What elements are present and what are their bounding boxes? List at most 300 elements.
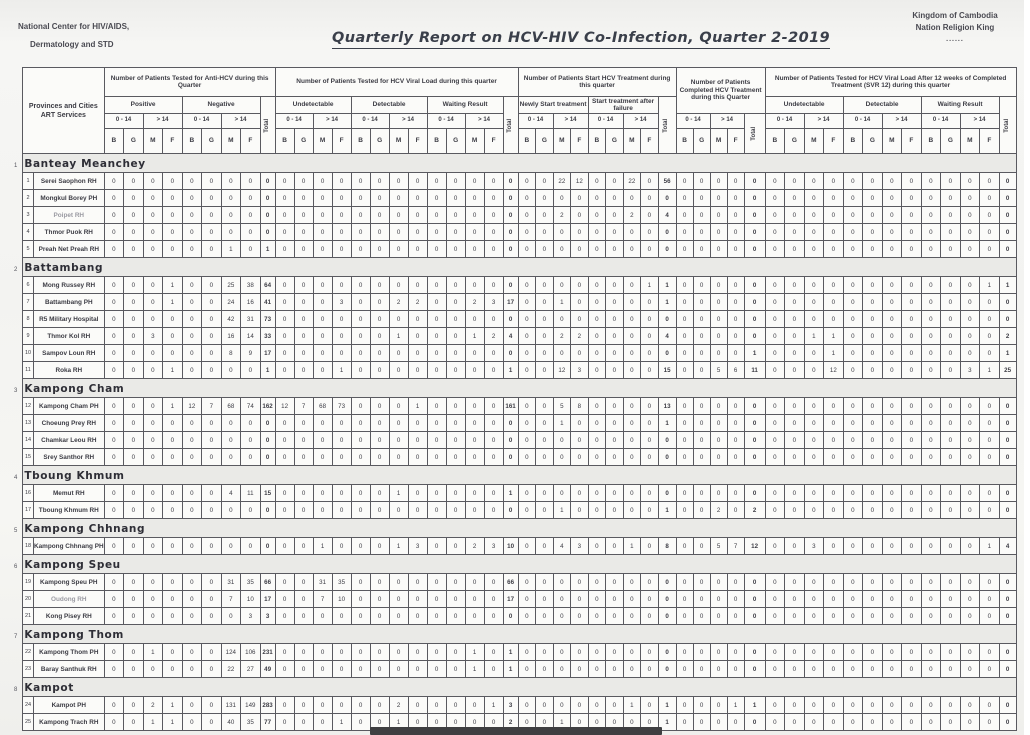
data-cell: 0: [606, 574, 624, 591]
data-cell: 0: [921, 415, 941, 432]
data-cell: 2: [143, 697, 163, 714]
data-cell: 0: [446, 294, 465, 311]
data-cell: 0: [465, 432, 484, 449]
sex-header: B: [518, 129, 536, 154]
data-cell: 0: [693, 591, 710, 608]
data-cell: 0: [606, 173, 624, 190]
data-cell: 0: [294, 591, 313, 608]
data-cell: 0: [553, 697, 571, 714]
data-cell: 0: [960, 432, 980, 449]
data-cell: 0: [804, 432, 824, 449]
age-band-header: 0 - 14: [275, 114, 313, 129]
total-cell: 1: [503, 644, 518, 661]
age-band-header: > 14: [804, 114, 843, 129]
subgroup-header: Detectable: [351, 97, 427, 114]
data-cell: 0: [843, 328, 863, 345]
sex-header: F: [408, 129, 427, 154]
data-cell: 0: [882, 224, 902, 241]
data-cell: 0: [676, 644, 693, 661]
data-cell: 3: [484, 294, 503, 311]
data-cell: 0: [104, 294, 124, 311]
row-number: 17: [23, 502, 34, 519]
data-cell: 0: [727, 608, 744, 625]
data-cell: 0: [202, 714, 222, 731]
data-cell: 0: [571, 345, 589, 362]
sex-header: M: [389, 129, 408, 154]
data-cell: 0: [902, 644, 922, 661]
data-cell: 0: [588, 294, 606, 311]
facility-data-row: [23, 432, 1017, 449]
data-cell: 0: [804, 661, 824, 678]
data-cell: 0: [351, 574, 370, 591]
data-cell: 0: [727, 190, 744, 207]
data-cell: 0: [332, 328, 351, 345]
data-cell: 0: [427, 345, 446, 362]
section-row: [23, 519, 1017, 538]
data-cell: 0: [727, 591, 744, 608]
data-cell: 0: [143, 502, 163, 519]
data-cell: 0: [163, 224, 183, 241]
data-cell: 0: [465, 277, 484, 294]
data-cell: 0: [408, 415, 427, 432]
total-cell: 162: [260, 398, 275, 415]
section-number: 4: [14, 475, 18, 481]
data-cell: 0: [104, 362, 124, 379]
data-cell: 0: [275, 294, 294, 311]
data-cell: 0: [553, 591, 571, 608]
data-cell: 0: [484, 398, 503, 415]
data-cell: 0: [676, 538, 693, 555]
data-cell: 0: [518, 345, 536, 362]
data-cell: 0: [536, 311, 554, 328]
data-cell: 0: [446, 398, 465, 415]
data-cell: 0: [484, 173, 503, 190]
subgroup-header: Negative: [182, 97, 260, 114]
data-cell: 0: [765, 714, 785, 731]
total-cell: 0: [999, 241, 1016, 258]
data-cell: 0: [536, 294, 554, 311]
data-cell: 0: [202, 277, 222, 294]
data-cell: 0: [843, 697, 863, 714]
data-cell: 0: [588, 697, 606, 714]
data-cell: 2: [623, 207, 641, 224]
data-cell: 0: [571, 449, 589, 466]
data-cell: 1: [824, 328, 844, 345]
total-cell: 0: [503, 190, 518, 207]
data-cell: 0: [921, 345, 941, 362]
data-cell: 0: [313, 328, 332, 345]
data-cell: 0: [389, 432, 408, 449]
age-band-header: > 14: [882, 114, 921, 129]
data-cell: 0: [941, 485, 961, 502]
data-cell: 0: [143, 277, 163, 294]
data-cell: 0: [623, 661, 641, 678]
data-cell: 0: [980, 697, 1000, 714]
total-cell: 0: [260, 173, 275, 190]
data-cell: 0: [843, 415, 863, 432]
total-cell: 25: [999, 362, 1016, 379]
data-cell: 1: [465, 328, 484, 345]
data-cell: 0: [294, 311, 313, 328]
group-title: Number of Patients Tested for HCV Viral Load After 12 weeks of Completed Treatment (SVR 12) during this quarter: [765, 68, 1016, 97]
sex-header: B: [921, 129, 941, 154]
total-cell: 0: [999, 644, 1016, 661]
section-cell: [14, 258, 1017, 277]
data-cell: 0: [446, 207, 465, 224]
total-cell: 0: [503, 277, 518, 294]
data-cell: 0: [921, 432, 941, 449]
data-cell: 0: [294, 173, 313, 190]
total-cell: 2: [999, 328, 1016, 345]
data-cell: 24: [221, 294, 241, 311]
data-cell: 0: [941, 207, 961, 224]
data-cell: 0: [408, 345, 427, 362]
section-cell: [14, 625, 1017, 644]
data-cell: 0: [710, 277, 727, 294]
data-cell: 0: [902, 345, 922, 362]
data-cell: 0: [124, 398, 144, 415]
data-cell: 35: [241, 714, 261, 731]
data-cell: 1: [465, 644, 484, 661]
data-cell: 0: [921, 485, 941, 502]
data-cell: 0: [104, 697, 124, 714]
data-cell: 0: [921, 311, 941, 328]
data-cell: 0: [765, 294, 785, 311]
data-cell: 0: [571, 224, 589, 241]
data-cell: 0: [202, 449, 222, 466]
data-cell: 0: [275, 574, 294, 591]
data-cell: 0: [710, 591, 727, 608]
age-band-header: > 14: [553, 114, 588, 129]
data-cell: 1: [163, 714, 183, 731]
section-row: [23, 258, 1017, 277]
total-cell: 0: [658, 190, 676, 207]
data-cell: 6: [727, 362, 744, 379]
data-cell: 0: [785, 328, 805, 345]
sex-header: M: [960, 129, 980, 154]
header-row-subgroups: [23, 97, 1017, 114]
sex-header: G: [693, 129, 710, 154]
data-cell: 0: [623, 714, 641, 731]
data-cell: 0: [785, 224, 805, 241]
data-cell: 1: [980, 277, 1000, 294]
data-cell: 0: [623, 190, 641, 207]
data-cell: 0: [351, 661, 370, 678]
data-cell: 0: [710, 608, 727, 625]
sex-header: F: [163, 129, 183, 154]
data-cell: 0: [202, 207, 222, 224]
data-cell: 0: [182, 661, 202, 678]
data-cell: 0: [843, 608, 863, 625]
data-cell: 0: [606, 449, 624, 466]
data-cell: 5: [553, 398, 571, 415]
data-cell: 0: [843, 574, 863, 591]
data-cell: 0: [446, 241, 465, 258]
data-cell: 0: [104, 714, 124, 731]
row-number: 25: [23, 714, 34, 731]
data-cell: 0: [446, 328, 465, 345]
data-cell: 1: [163, 398, 183, 415]
data-cell: 0: [710, 432, 727, 449]
data-cell: 0: [727, 502, 744, 519]
data-cell: 0: [785, 311, 805, 328]
data-cell: 0: [465, 574, 484, 591]
data-cell: 0: [693, 449, 710, 466]
data-cell: 0: [785, 241, 805, 258]
group-title: Number of Patients Tested for HCV Viral Load during this quarter: [275, 68, 518, 97]
section-row: [23, 154, 1017, 173]
data-cell: 0: [241, 415, 261, 432]
data-cell: 0: [104, 538, 124, 555]
data-cell: 0: [182, 644, 202, 661]
data-cell: 0: [465, 207, 484, 224]
data-cell: 0: [202, 345, 222, 362]
data-cell: 0: [804, 311, 824, 328]
data-cell: 0: [676, 224, 693, 241]
total-cell: 1: [260, 362, 275, 379]
data-cell: 1: [389, 538, 408, 555]
data-cell: 0: [446, 502, 465, 519]
data-cell: 0: [980, 714, 1000, 731]
data-cell: 27: [241, 661, 261, 678]
data-cell: 0: [623, 345, 641, 362]
data-cell: 0: [765, 591, 785, 608]
row-number: 18: [23, 538, 34, 555]
data-cell: 0: [882, 362, 902, 379]
total-cell: 41: [260, 294, 275, 311]
row-number: 1: [23, 173, 34, 190]
data-cell: 0: [571, 644, 589, 661]
data-cell: 0: [294, 538, 313, 555]
data-cell: 0: [641, 449, 659, 466]
data-cell: 0: [124, 190, 144, 207]
data-cell: 0: [843, 362, 863, 379]
age-band-header: > 14: [623, 114, 658, 129]
data-cell: 0: [484, 277, 503, 294]
sex-header: M: [143, 129, 163, 154]
data-cell: 0: [843, 311, 863, 328]
data-cell: 5: [710, 362, 727, 379]
data-cell: 0: [294, 485, 313, 502]
data-cell: 0: [553, 311, 571, 328]
total-cell: 0: [658, 608, 676, 625]
data-cell: 0: [332, 608, 351, 625]
data-cell: 0: [882, 311, 902, 328]
total-cell: 17: [503, 591, 518, 608]
total-cell: 1: [658, 415, 676, 432]
data-cell: 149: [241, 697, 261, 714]
total-column-header: [744, 114, 765, 154]
data-cell: 0: [588, 224, 606, 241]
total-cell: 0: [999, 207, 1016, 224]
data-cell: 0: [332, 241, 351, 258]
data-cell: 0: [960, 277, 980, 294]
data-cell: 0: [980, 432, 1000, 449]
data-cell: 0: [588, 173, 606, 190]
data-cell: 0: [408, 241, 427, 258]
data-cell: 0: [765, 538, 785, 555]
data-cell: 0: [553, 190, 571, 207]
data-cell: 0: [960, 173, 980, 190]
data-cell: 0: [202, 173, 222, 190]
data-cell: 0: [902, 661, 922, 678]
data-cell: 0: [623, 608, 641, 625]
data-cell: 0: [427, 294, 446, 311]
section-cell: [14, 678, 1017, 697]
data-cell: 0: [313, 661, 332, 678]
data-cell: 0: [182, 697, 202, 714]
subgroup-header: Waiting Result: [427, 97, 503, 114]
coinfection-report-table: [14, 67, 1017, 731]
data-cell: 0: [275, 224, 294, 241]
data-cell: 0: [389, 644, 408, 661]
data-cell: 0: [536, 432, 554, 449]
data-cell: 0: [124, 311, 144, 328]
data-cell: 0: [182, 277, 202, 294]
data-cell: 0: [606, 415, 624, 432]
data-cell: 0: [588, 485, 606, 502]
data-cell: 0: [518, 173, 536, 190]
data-cell: 0: [765, 449, 785, 466]
data-cell: 3: [241, 608, 261, 625]
data-cell: 0: [221, 432, 241, 449]
total-cell: 0: [999, 190, 1016, 207]
data-cell: 0: [536, 697, 554, 714]
data-cell: 0: [553, 224, 571, 241]
total-cell: 0: [503, 345, 518, 362]
data-cell: 0: [124, 697, 144, 714]
sex-header: B: [843, 129, 863, 154]
data-cell: 0: [294, 432, 313, 449]
data-cell: 0: [824, 502, 844, 519]
total-cell: 66: [503, 574, 518, 591]
data-cell: 0: [124, 574, 144, 591]
total-cell: 0: [260, 432, 275, 449]
data-cell: 0: [202, 485, 222, 502]
data-cell: 0: [536, 485, 554, 502]
data-cell: 0: [370, 311, 389, 328]
data-cell: 0: [465, 485, 484, 502]
data-cell: 0: [824, 485, 844, 502]
total-cell: 0: [744, 224, 765, 241]
data-cell: 0: [588, 328, 606, 345]
total-cell: 0: [658, 432, 676, 449]
data-cell: 0: [518, 714, 536, 731]
total-cell: 8: [658, 538, 676, 555]
data-cell: 0: [351, 224, 370, 241]
data-cell: 0: [104, 224, 124, 241]
row-number: 15: [23, 449, 34, 466]
data-cell: 0: [921, 608, 941, 625]
data-cell: 0: [446, 697, 465, 714]
sex-header: G: [446, 129, 465, 154]
group-title: Number of Patients Tested for Anti-HCV during this Quarter: [104, 68, 275, 97]
total-cell: 0: [999, 485, 1016, 502]
data-cell: 0: [960, 294, 980, 311]
data-cell: 0: [641, 538, 659, 555]
data-cell: 0: [921, 697, 941, 714]
data-cell: 0: [804, 224, 824, 241]
data-cell: 1: [727, 697, 744, 714]
data-cell: 0: [960, 224, 980, 241]
data-cell: 0: [804, 697, 824, 714]
data-cell: 0: [221, 173, 241, 190]
section-cell: [14, 519, 1017, 538]
total-cell: 1: [744, 345, 765, 362]
data-cell: 0: [765, 574, 785, 591]
section-cell: [14, 154, 1017, 173]
data-cell: 0: [824, 574, 844, 591]
facility-data-row: [23, 398, 1017, 415]
data-cell: 0: [676, 173, 693, 190]
data-cell: 0: [571, 190, 589, 207]
data-cell: 31: [241, 311, 261, 328]
data-cell: 0: [202, 311, 222, 328]
data-cell: 0: [536, 328, 554, 345]
data-cell: 0: [941, 345, 961, 362]
data-cell: 10: [332, 591, 351, 608]
data-cell: 0: [104, 207, 124, 224]
data-cell: 0: [804, 644, 824, 661]
data-cell: 0: [408, 697, 427, 714]
data-cell: 0: [332, 224, 351, 241]
data-cell: 1: [163, 277, 183, 294]
data-cell: 0: [104, 241, 124, 258]
data-cell: 0: [623, 224, 641, 241]
data-cell: 12: [571, 173, 589, 190]
row-number: 10: [23, 345, 34, 362]
data-cell: 0: [182, 345, 202, 362]
total-cell: 0: [744, 591, 765, 608]
row-number: 21: [23, 608, 34, 625]
data-cell: 0: [676, 328, 693, 345]
header-row-sex-labels: [23, 129, 1017, 154]
data-cell: 0: [182, 190, 202, 207]
total-cell: 0: [503, 224, 518, 241]
data-cell: 0: [882, 432, 902, 449]
age-band-header: 0 - 14: [427, 114, 465, 129]
data-cell: 0: [143, 449, 163, 466]
total-cell: 0: [999, 311, 1016, 328]
data-cell: 0: [882, 502, 902, 519]
data-cell: 2: [553, 207, 571, 224]
data-cell: 0: [641, 207, 659, 224]
data-cell: 0: [676, 574, 693, 591]
age-band-header: 0 - 14: [765, 114, 804, 129]
data-cell: 0: [980, 574, 1000, 591]
data-cell: 0: [370, 207, 389, 224]
data-cell: 0: [427, 432, 446, 449]
data-cell: 0: [921, 714, 941, 731]
data-cell: 0: [143, 432, 163, 449]
data-cell: 0: [606, 714, 624, 731]
data-cell: 0: [710, 449, 727, 466]
facility-data-row: [23, 661, 1017, 678]
data-cell: 68: [221, 398, 241, 415]
data-cell: 31: [313, 574, 332, 591]
data-cell: 0: [710, 574, 727, 591]
data-cell: 0: [484, 661, 503, 678]
total-column-header: [999, 97, 1016, 154]
total-cell: 0: [658, 241, 676, 258]
data-cell: 0: [902, 538, 922, 555]
org-line2: Dermatology and STD: [30, 40, 114, 49]
data-cell: 0: [518, 608, 536, 625]
total-cell: 3: [503, 697, 518, 714]
data-cell: 0: [882, 485, 902, 502]
facility-name: Baray Santhuk RH: [34, 661, 105, 678]
data-cell: 0: [182, 714, 202, 731]
